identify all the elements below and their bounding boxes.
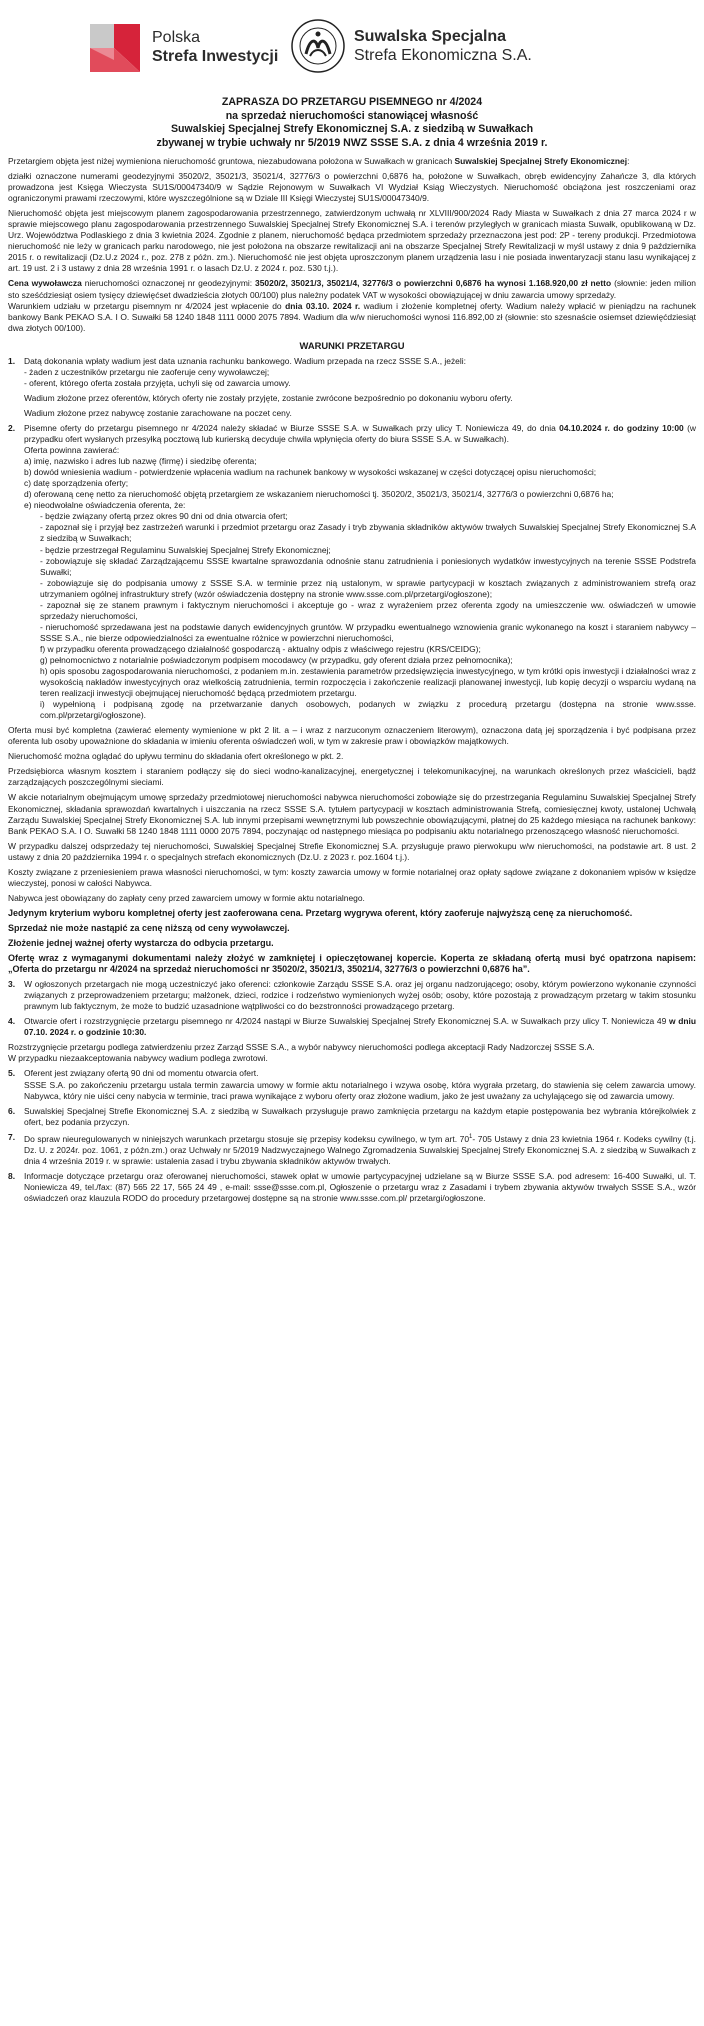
- document-body: [8, 156, 696, 1204]
- payment-note: Nabywca jest obowiązany do zapłaty ceny przed zawarciem umowy w formie aktu notarialnego.: [8, 892, 365, 903]
- offer-item-f: f) w przypadku oferenta prowadzącego działalność gospodarczą - aktualny odpis z właściwego rejestru (KRS/CEIDG);: [40, 643, 481, 654]
- deposit-return-note: W przypadku niezaakceptowania nabywcy wadium podlega zwrotowi.: [8, 1053, 268, 1064]
- deposit-deadline: dnia 03.10. 2024 r.: [285, 300, 361, 311]
- condition-number: 1.: [8, 355, 16, 366]
- condition-1-note: Wadium złożone przez nabywcę zostanie zarachowane na poczet ceny.: [24, 407, 292, 418]
- offer-item-e: e) nieodwołalne oświadczenia oferenta, że:: [24, 500, 186, 511]
- pfi-line2: Strefa Inwestycji: [152, 48, 279, 65]
- offer-contents-label: Oferta powinna zawierać:: [24, 445, 120, 456]
- condition-number: 5.: [8, 1068, 16, 1079]
- declaration-item: - zapoznał się ze stanem prawnym i faktycznym nieruchomości i akceptuje go - wraz z wyrażeniem przez oferenta zgody na umieszczenie ww. oświadczeń w umowie sprzedaży nieruchomości,: [40, 599, 696, 621]
- ssse-line2: Strefa Ekonomiczna S.A.: [354, 47, 532, 64]
- condition-number: 3.: [8, 979, 16, 990]
- deposit-info: [8, 301, 696, 334]
- offer-item-b: b) dowód wniesienia wadium - potwierdzenie wpłacenia wadium na rachunek bankowy w wysokości wskazanej w części dotyczącej opisu nieruchomości;: [24, 467, 597, 478]
- condition-number: 6.: [8, 1105, 16, 1116]
- pfi-line1: Polska: [152, 29, 201, 46]
- condition-5-text: SSSE S.A. po zakończeniu przetargu ustala termin zawarcia umowy w formie aktu notarialnego i wzywa osobę, która wygrała przetarg, do stawienia się celem zawarcia umowy. Nabywca, który nie uiści ceny nabycia w terminie, traci prawa wynikające z wyboru oferty oraz złożone wadium, jako że jest uważany za uchylającego się od zawarcia umowy.: [24, 1079, 696, 1101]
- starting-price-words: (słownie: jeden milion sto sześćdziesiąt osiem tysięcy dziewięćset dwadzieścia złotych 00/100) plus należny podatek VAT w wysokości obowiązującej w dniu zawarcia umowy sprzedaży.: [8, 278, 696, 300]
- declaration-item: - zobowiązuje się do podpisania umowy z SSSE S.A. w terminie przez nią ustalonym, w sprawie partycypacji w kosztach związanych z administrowaniem strefą oraz utrzymaniem ogólnej infrastruktury strefy (wzór oświadczenia dostępny na stronie www.ssse.com.pl/przetargi/ogłoszone);: [40, 577, 696, 599]
- offer-item-c: c) datę sporządzenia oferty;: [24, 478, 129, 489]
- header-line-3: Suwalskiej Specjalnej Strefy Ekonomicznej S.A. z siedzibą w Suwałkach: [170, 123, 534, 135]
- offer-submission-text: Pisemne oferty do przetargu pisemnego nr 4/2024 należy składać w Biurze SSSE S.A. w Suwałkach przy ulicy T. Noniewicza 49, do dnia: [24, 422, 560, 433]
- offer-item-g: g) pełnomocnictwo z notarialnie poświadczonym podpisem mocodawcy (w przypadku, gdy oferent działa przez pełnomocnika);: [40, 654, 513, 665]
- declaration-item: - będzie związany ofertą przez okres 90 dni od dnia otwarcia ofert;: [40, 511, 288, 522]
- opening-text: Otwarcie ofert i rozstrzygnięcie przetargu pisemnego nr 4/2024 nastąpi w Biurze Suwalskiej Specjalnej Strefy Ekonomicznej S.A. w Suwałkach przy ulicy T. Noniewicza 49: [24, 1016, 669, 1027]
- condition-8-text: Informacje dotyczące przetargu oraz oferowanej nieruchomości, stawek opłat w umowie partycypacyjnej udzielane są w Biurze SSSE S.A. pod adresem: 16-400 Suwałki, ul. T. Noniewicza 49, tel./fax: (87) 565 22 17, 565 24 49 , e-mail: ssse@ssse.com.pl, Ogłoszenie o przetargu wraz z Zasadami i trybem zbywania aktywów trwałych SSSE S.A., wzór oświadczeń oraz klauzula RODO do procedury przetargowej dostępne są na stronie www.ssse.com.pl/ przetargi/ogłoszone.: [24, 1170, 696, 1203]
- superscript: 1: [469, 1133, 473, 1140]
- declaration-item: - nieruchomość sprzedawana jest na podstawie danych ewidencyjnych gruntów. W przypadku ewentualnego wznowienia granic wykonanego na koszt i staraniem nabywcy – SSSE S.A., nie bierze odpowiedzialności za ewentualne różnice w powierzchni nieruchomości,: [40, 621, 696, 643]
- offer-deadline: 04.10.2024 r. do godziny 10:00: [559, 422, 684, 433]
- starting-price: [8, 278, 696, 300]
- pfi-logo: [86, 18, 278, 76]
- pfi-logo-mark: [86, 18, 144, 76]
- condition-4: [8, 1016, 696, 1038]
- condition-7: [8, 1132, 696, 1167]
- offer-item-d: d) oferowaną cenę netto za nieruchomość objętą przetargiem ze wskazaniem nieruchomości tj. 35020/2, 35021/3, 35021/4, 32776/3 o powierzchni 0,6876 ha;: [24, 489, 614, 500]
- plot-description: działki oznaczone numerami geodezyjnymi 35020/2, 35021/3, 35021/4, 32776/3 o powierzchni 0,6876 ha, położone w Suwałkach, obręb ewidencyjny Zahańcze 3, dla których prowadzona jest Księga Wieczysta SU1S/00047340/9 w Sądzie Rejonowym w Suwałkach VI Wydział Ksiąg Wieczystych. Nieruchomość obciążona jest roszczeniami oraz ograniczonymi prawami rzeczowymi, które wyszczególnione są w Dziale III Księgi Wieczystej SU1S/00047340/9.: [8, 171, 696, 204]
- intro-text: Przetargiem objęta jest niżej wymieniona nieruchomość gruntowa, niezabudowana położona w Suwałkach w granicach: [8, 156, 455, 166]
- condition-2: [8, 423, 696, 721]
- envelope-rule: Ofertę wraz z wymaganymi dokumentami należy złożyć w zamkniętej i opieczętowanej kopercie. Koperta ze składaną ofertą musi być opatrzona napisem: „Oferta do przetargu nr 4/2024 na sprzedaż nieruchomości nr 35020/2, 35021/3, 35021/4, 32776/3 o powierzchni 0,6876 ha”.: [8, 953, 696, 975]
- preemption-right: W przypadku dalszej odsprzedaży tej nieruchomości, Suwalskiej Specjalnej Strefie Ekonomicznej S.A. przysługuje prawo pierwokupu w/w nieruchomości, na podstawie art. 8 ust. 2 ustawy z dnia 20 października 1994 r. o specjalnych strefach ekonomicznych (Dz.U. z 2023 r. poz.1604 t.j.).: [8, 840, 696, 862]
- header-line-4: zbywanej w trybie uchwały nr 5/2019 NWZ SSSE S.A. z dnia 4 września 2019 r.: [156, 136, 548, 149]
- zoning-plan: Nieruchomość objęta jest miejscowym planem zagospodarowania przestrzennego, zatwierdzonym uchwałą nr XLVIII/900/2024 Rady Miasta w Suwałkach z dnia 27 marca 2024 r w sprawie miejscowego planu zagospodarowania przestrzennego Suwalskiej Specjalnej Strefy Ekonomicznej S.A. i terenów przyległych w granicach miasta Suwałk, opublikowaną w Dz. Urz. Województwa Podlaskiego z dnia 3 kwietnia 2024. Zgodnie z planem, nieruchomość będąca przedmiotem sprzedaży przeznaczona jest pod: 2P - tereny produkcji. Przedmiotowa nieruchomość nie leży w granicach parku narodowego, nie jest położona na obszarze rewitalizacji ani na obszarze Specjalnej Strefy Rewitalizacji w myśl ustawy z dnia 9 października 2015 r. o rewitalizacji (Dz.U.z 2024 r., poz. 278 z późn. zm.). Nieruchomość nie jest objęta uproszczonym planem urządzenia lasu i nie posiada inwentaryzacji stanu lasu wynikającej z art. 19 ust. 2 i 3 ustawy z dnia 28 września 1991 r. o lasach Dz.U. z 2024 r. poz. 530 t.j.).: [8, 208, 696, 274]
- condition-1-item: - żaden z uczestników przetargu nie zaoferuje ceny wywoławczej;: [24, 366, 270, 377]
- logo-bar: [8, 8, 696, 78]
- condition-5: [8, 1068, 696, 1101]
- opening-date: w dniu 07.10. 2024 r. o godzinie 10:30.: [24, 1016, 697, 1038]
- header-line-1: ZAPRASZA DO PRZETARGU PISEMNEGO nr 4/2024: [221, 96, 483, 108]
- intro-zone-name: Suwalskiej Specjalnej Strefy Ekonomicznej: [454, 156, 628, 166]
- minimum-price-rule: Sprzedaż nie może nastąpić za cenę niższą od ceny wywoławczej.: [8, 922, 290, 933]
- condition-7-text: Do spraw nieuregulowanych w niniejszych warunkach przetargu stosuje się przepisy kodeksu cywilnego, w tym art. 70: [24, 1133, 470, 1144]
- single-offer-rule: Złożenie jednej ważnej oferty wystarcza do odbycia przetargu.: [8, 938, 274, 948]
- starting-price-label: Cena wywoławcza: [8, 278, 82, 289]
- starting-price-text: nieruchomości oznaczonej nr geodezyjnymi:: [81, 278, 256, 289]
- offer-item-a: a) imię, nazwisko i adres lub nazwę (firmę) i siedzibę oferenta;: [24, 456, 257, 467]
- condition-6: [8, 1106, 696, 1128]
- condition-number: 7.: [8, 1131, 16, 1142]
- ssse-line1: Suwalska Specjalna: [354, 28, 507, 45]
- condition-6-text: Suwalskiej Specjalnej Strefie Ekonomicznej S.A. z siedzibą w Suwałkach przysługuje prawo zamknięcia przetargu na każdym etapie postępowania bez wybrania którejkolwiek z ofert, bez podania przyczyn.: [24, 1105, 696, 1127]
- offer-item-h: h) opis sposobu zagospodarowania nieruchomości, z podaniem m.in. zestawienia parametrów przedsięwzięcia inwestycyjnego, w tym krótki opis inwestycji i działalności wraz z wysokością nakładów inwestycyjnych oraz wielkością zatrudnienia, termin rozpoczęcia i zakończenie realizacji planowanej inwestycji, lub kopię decyzji o wsparciu wydaną na teren realizacji inwestycji obejmującej nieruchomość będącą przedmiotem przetargu.: [40, 666, 696, 699]
- declaration-item: - zobowiązuje się składać Zarządzającemu SSSE kwartalne sprawozdania odnośnie stanu zatrudnienia i poniesionych wydatków inwestycyjnych na terenie SSSE Podstrefa Suwałki;: [40, 555, 696, 577]
- offer-submission-note: (w przypadku ofert wysłanych przesyłką pocztową lub kurierską decyduje chwila wpłynięcia oferty do biura SSSE S.A. w Suwałkach).: [24, 422, 696, 445]
- condition-2-text: [24, 423, 696, 445]
- announcement-header: [8, 96, 696, 150]
- selection-criterion: Jedynym kryterium wyboru kompletnej oferty jest zaoferowana cena. Przetarg wygrywa oferent, który zaoferuje najwyższą cenę za nieruchomość.: [8, 907, 633, 918]
- condition-number: 4.: [8, 1016, 16, 1027]
- offer-completeness: Oferta musi być kompletna (zawierać elementy wymienione w pkt 2 lit. a – i wraz z narzuconym oznaczeniem literowym), oznaczona datą jej sporządzenia i być podpisana przez oferenta lub osoby upoważnione do składania w imieniu oferenta oświadczeń woli, w tym w zakresie praw i obowiązków majątkowych.: [8, 725, 696, 747]
- declaration-item: - będzie przestrzegał Regulaminu Suwalskiej Specjalnej Strefy Ekonomicznej;: [40, 544, 331, 555]
- intro-colon: :: [627, 156, 630, 166]
- viewing-note: Nieruchomość można oglądać do upływu terminu do składania ofert określonego w pkt. 2.: [8, 751, 344, 762]
- condition-number: 2.: [8, 422, 16, 433]
- condition-7-text: - 705 Ustawy z dnia 23 kwietnia 1964 r. Kodeks cywilny (t.j. Dz. U. z 2024r. poz. 1061, z późn.zm.) oraz Uchwały nr 5/2019 Nadzwyczajnego Walnego Zgromadzenia Suwalskiej Specjalnej Strefy Ekonomicznej S.A. z siedzibą w Suwałkach z dnia 4 września 2019 r. w sprawie: ustalenia zasad i trybu zbywania składników aktywów trwałych.: [24, 1133, 696, 1166]
- starting-price-value: 35020/2, 35021/3, 35021/4, 32776/3 o powierzchni 0,6876 ha wynosi 1.168.920,00 zł netto: [255, 278, 612, 289]
- deposit-details: wadium i złożenie kompletnej oferty. Wadium należy wpłacić w pieniądzu na rachunek bankowy Bank PEKAO S.A. I O. Suwałki 58 1240 1848 1111 0000 2075 7894. Wadium dla w/w nieruchomości wynosi 116.892,00 zł (słownie: sto szesnaście osiemset dziewięćdziesiąt dwa złotych 00/100).: [8, 300, 696, 333]
- condition-8: [8, 1171, 696, 1204]
- condition-3-text: W ogłoszonych przetargach nie mogą uczestniczyć jako oferenci: członkowie Zarządu SSSE S.A. oraz jej organu nadzorującego; osoby, którym powierzono wykonanie czynności związanych z przeprowadzeniem przetargu; małżonek, dzieci, rodzice i rodzeństwo wymienionych wyżej osób; osoby, które pozostają z prowadzącym przetarg w takim stosunku prawnym lub faktycznym, że może to budzić uzasadnione wątpliwości co do bezstronności prowadzącego przetarg.: [24, 979, 696, 1012]
- deposit-text: Warunkiem udziału w przetargu pisemnym nr 4/2024 jest wpłacenie do: [8, 300, 286, 311]
- costs-note: Koszty związane z przeniesieniem prawa własności nieruchomości, w tym: koszty zawarcia umowy w formie notarialnej oraz opłaty sądowe związane z dokonaniem wpisów w księdze wieczystej, ponosi w całości Nabywca.: [8, 866, 696, 888]
- header-line-2: na sprzedaż nieruchomości stanowiącej własność: [225, 109, 479, 122]
- condition-1-note: Wadium złożone przez oferentów, których oferty nie zostały przyjęte, zostanie zwrócone bezpośrednio po dokonaniu wyboru oferty.: [24, 392, 513, 403]
- intro-paragraph-1: [8, 156, 696, 167]
- notarial-obligations: W akcie notarialnym obejmującym umowę sprzedaży przedmiotowej nieruchomości nabywca nieruchomości zobowiąże się do przestrzegania Regulaminu Suwalskiej Specjalnej Strefy Ekonomicznej, składania sprawozdań kwartalnych i uiszczania na rzecz SSSE S.A. tytułem partycypacji w kosztach administrowania Strefą, comiesięcznej kwoty, ustalonej Uchwałą Zarządu Suwalskiej Specjalnej Strefy Ekonomicznej S.A. lub innymi przepisami wewnętrznymi lub powszechnie obowiązującymi, płatnej do 25 każdego miesiąca na rachunek bankowy: Bank PEKAO S.A. I O. Suwałki 58 1240 1848 1111 0000 2075 7894, poczynając od następnego miesiąca po podpisaniu aktu notarialnego przenoszącego własność nieruchomości.: [8, 792, 696, 836]
- condition-1-item: - oferent, którego oferta została przyjęta, uchyli się od zawarcia umowy.: [24, 377, 291, 388]
- condition-5-text: Oferent jest związany ofertą 90 dni od momentu otwarcia ofert.: [24, 1068, 259, 1079]
- ssse-emblem-icon: [290, 18, 346, 74]
- approval-note: Rozstrzygnięcie przetargu podlega zatwierdzeniu przez Zarząd SSSE S.A., a wybór nabywcy nieruchomości podlega akceptacji Rady Nadzorczej SSSE S.A.: [8, 1042, 595, 1053]
- condition-number: 8.: [8, 1170, 16, 1181]
- declaration-item: - zapoznał się i przyjął bez zastrzeżeń warunki i przedmiot przetargu oraz Zasady i tryb zbywania składników aktywów trwałych Suwalskiej Specjalnej Strefy Ekonomicznej S.A z siedzibą w Suwałkach;: [40, 522, 696, 544]
- utilities-note: Przedsiębiorca własnym kosztem i staraniem podłączy się do sieci wodno-kanalizacyjnej, energetycznej i telekomunikacyjnej, na warunkach określonych przez właścicieli, bądź zarządzających poszczególnymi sieciami.: [8, 766, 696, 788]
- condition-1: [8, 356, 696, 419]
- condition-3: [8, 979, 696, 1012]
- offer-item-i: i) wypełnioną i podpisaną zgodę na przetwarzanie danych osobowych, podanych w związku z procedurą przetargu (dostępna na stronie www.ssse. com.pl/przetargi/ogłoszone).: [40, 699, 696, 721]
- condition-1-text: Datą dokonania wpłaty wadium jest data uznania rachunku bankowego. Wadium przepada na rzecz SSSE S.A., jeżeli:: [24, 355, 466, 366]
- conditions-title: WARUNKI PRZETARGU: [299, 339, 405, 351]
- ssse-logo: [290, 18, 532, 74]
